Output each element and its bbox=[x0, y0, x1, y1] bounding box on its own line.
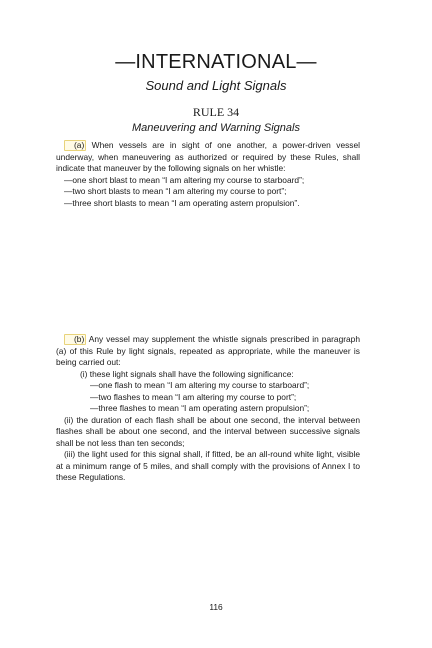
paragraph-a bbox=[56, 140, 360, 209]
section-subtitle: Sound and Light Signals bbox=[145, 78, 287, 93]
rule-title: Maneuvering and Warning Signals bbox=[132, 122, 300, 134]
flash-line: —one flash to mean “I am altering my course to starboard”; bbox=[90, 380, 310, 390]
paragraph-b-marker[interactable]: (b) bbox=[64, 334, 86, 345]
signal-line: —three short blasts to mean “I am operating astern propulsion”. bbox=[64, 197, 300, 208]
signal-line: —two short blasts to mean “I am altering my course to port”; bbox=[64, 186, 287, 196]
paragraph-b-body: Any vessel may supplement the whistle signals prescribed in paragraph (a) of this Rule by light signals, repeated as appropriate, while the maneuver is being carried out: bbox=[56, 334, 360, 367]
sub-item-ii: (ii) the duration of each flash shall be about one second, the interval between flashes shall be about one second, and the interval between successive signals shall be not less than ten seconds; bbox=[56, 414, 360, 448]
paragraph-b-text bbox=[56, 334, 360, 369]
section-title: —INTERNATIONAL— bbox=[115, 51, 317, 73]
paragraph-a-body: When vessels are in sight of one another, a power-driven vessel underway, when maneuvering as authorized or required by these Rules, shall indicate that maneuver by the following signals on her whistle: bbox=[56, 140, 360, 173]
sub-item-i: (i) these light signals shall have the following significance: bbox=[80, 368, 294, 379]
sub-item-iii: (iii) the light used for this signal shall, if fitted, be an all-round white light, visible at a minimum range of 5 miles, and shall comply with the provisions of Annex I to these Regulations. bbox=[56, 449, 360, 482]
rule-number: RULE 34 bbox=[192, 105, 240, 119]
paragraph-b bbox=[56, 334, 360, 484]
paragraph-a-text bbox=[56, 140, 360, 175]
flash-line: —two flashes to mean “I am altering my course to port”; bbox=[90, 391, 297, 402]
paragraph-a-marker[interactable]: (a) bbox=[64, 140, 86, 151]
page-number: 116 bbox=[209, 602, 223, 612]
flash-line: —three flashes to mean “I am operating astern propulsion”; bbox=[90, 403, 310, 413]
signal-line: —one short blast to mean “I am altering my course to starboard”; bbox=[64, 174, 305, 185]
